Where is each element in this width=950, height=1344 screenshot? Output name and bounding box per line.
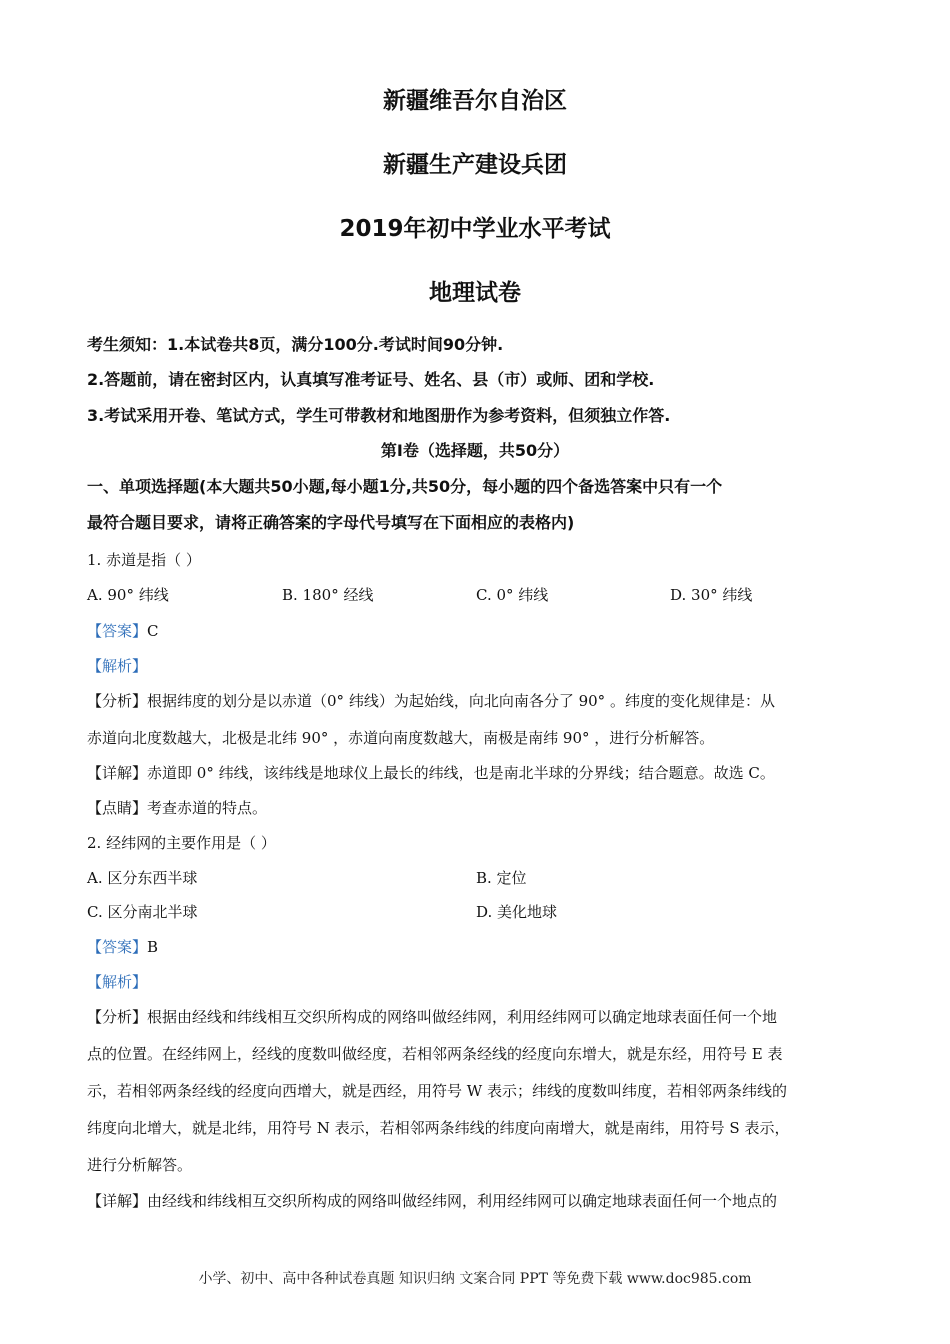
analysis-text: 根据由经线和纬线相互交织所构成的网络叫做经纬网，利用经纬网可以确定地球表面任何一个地 [147, 1008, 778, 1026]
q2-option-c: C. 区分南北半球 [87, 903, 198, 921]
footer-link[interactable]: 小学、初中、高中各种试卷真题 知识归纳 文案合同 PPT 等免费下载 www.doc985.com [198, 1271, 752, 1287]
q1-analysis-line-1 [87, 690, 867, 712]
answer-tag: 【答案】 [87, 622, 148, 640]
q1-detail [87, 762, 867, 784]
q2-option-b: B. 定位 [476, 869, 527, 887]
jiexi-tag: 【解析】 [87, 973, 148, 991]
notice-line-3: 3.考试采用开卷、笔试方式，学生可带教材和地图册作为参考资料，但须独立作答. [87, 406, 671, 425]
notice-line-2: 2.答题前，请在密封区内，认真填写准考证号、姓名、县（市）或师、团和学校. [87, 370, 655, 389]
answer-value: B [147, 938, 159, 956]
q1-option-a: A. 90° 纬线 [87, 586, 169, 604]
title-region: 新疆维吾尔自治区 [383, 88, 567, 114]
q2-answer [87, 936, 867, 958]
q2-analysis-line-4: 纬度向北增大，就是北纬，用符号 N 表示，若相邻两条纬线的纬度向南增大，就是南纬，用符号 S 表示， [87, 1119, 790, 1137]
q1-stem: 1. 赤道是指（ ） [87, 551, 201, 569]
answer-value: C [147, 622, 159, 640]
detail-text: 由经线和纬线相互交织所构成的网络叫做经纬网，利用经纬网可以确定地球表面任何一个地点的 [147, 1192, 778, 1210]
answer-tag: 【答案】 [87, 938, 148, 956]
q2-analysis-line-5: 进行分析解答。 [87, 1156, 193, 1174]
analysis-tag: 【分析】 [87, 692, 148, 710]
q1-analysis-line-2: 赤道向北度数越大，北极是北纬 90° ，赤道向南度数越大，南极是南纬 90° ，进行分析解答。 [87, 729, 715, 747]
part-heading-line-2: 最符合题目要求，请将正确答案的字母代号填写在下面相应的表格内) [87, 513, 575, 532]
point-text: 考查赤道的特点。 [147, 799, 268, 817]
detail-tag: 【详解】 [87, 764, 148, 782]
title-exam: 2019年初中学业水平考试 [339, 216, 611, 242]
section-title: 第Ⅰ卷（选择题，共50分） [380, 441, 570, 460]
analysis-tag: 【分析】 [87, 1008, 148, 1026]
point-tag: 【点睛】 [87, 799, 148, 817]
q1-option-d: D. 30° 纬线 [670, 586, 753, 604]
q1-answer [87, 620, 867, 642]
q2-analysis-line-2: 点的位置。在经纬网上，经线的度数叫做经度，若相邻两条经线的经度向东增大，就是东经，用符号 E 表 [87, 1045, 783, 1063]
q2-jiexi [87, 971, 867, 993]
q2-detail [87, 1190, 867, 1212]
detail-tag: 【详解】 [87, 1192, 148, 1210]
q2-option-d: D. 美化地球 [476, 903, 558, 921]
title-corps: 新疆生产建设兵团 [383, 152, 567, 178]
detail-text: 赤道即 0° 纬线，该纬线是地球仪上最长的纬线，也是南北半球的分界线；结合题意。故选 C。 [147, 764, 775, 782]
q2-stem: 2. 经纬网的主要作用是（ ） [87, 834, 276, 852]
notice-line-1: 考生须知：1.本试卷共8页，满分100分.考试时间90分钟. [87, 335, 504, 354]
title-subject: 地理试卷 [429, 280, 521, 306]
q2-analysis-line-1 [87, 1006, 867, 1028]
q1-point [87, 797, 867, 819]
q2-option-a: A. 区分东西半球 [87, 869, 198, 887]
q2-analysis-line-3: 示，若相邻两条经线的经度向西增大，就是西经，用符号 W 表示；纬线的度数叫纬度，若相邻两条纬线的 [87, 1082, 787, 1100]
q1-jiexi [87, 655, 867, 677]
q1-option-c: C. 0° 纬线 [476, 586, 549, 604]
jiexi-tag: 【解析】 [87, 657, 148, 675]
analysis-text: 根据纬度的划分是以赤道（0° 纬线）为起始线，向北向南各分了 90° 。纬度的变化规律是：从 [147, 692, 775, 710]
part-heading-line-1: 一、单项选择题(本大题共50小题,每小题1分,共50分，每小题的四个备选答案中只有一个 [87, 477, 723, 496]
q1-option-b: B. 180° 经线 [282, 586, 374, 604]
